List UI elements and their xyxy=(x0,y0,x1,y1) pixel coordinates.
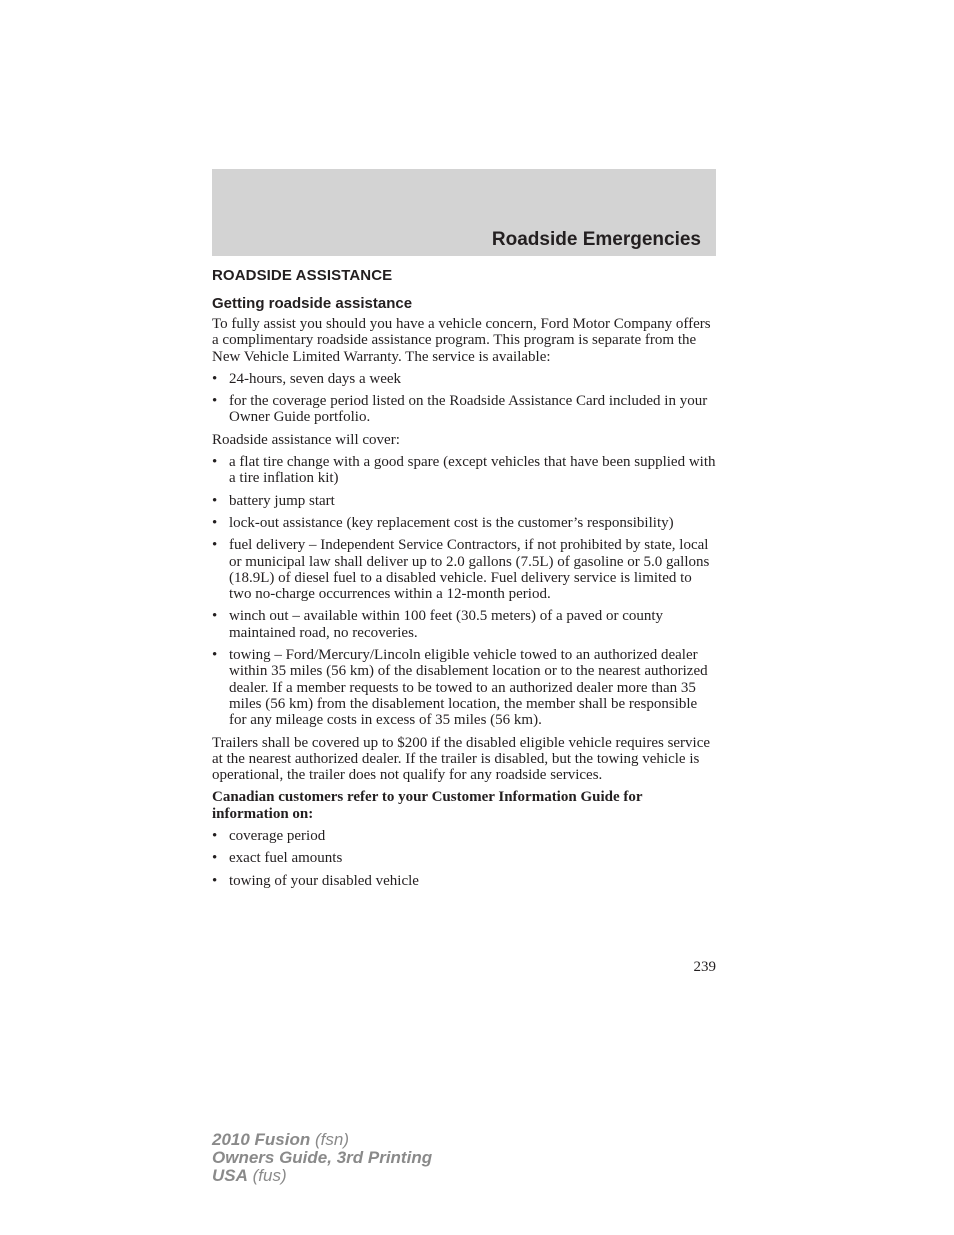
section-title: Roadside Emergencies xyxy=(491,229,701,250)
footer-edition: Owners Guide, 3rd Printing xyxy=(212,1148,433,1167)
list-item: • coverage period xyxy=(212,828,326,845)
list-item: • winch out – available within 100 feet (30.5 meters) of a paved or county maintained road, no recoveries. xyxy=(212,608,664,641)
coverage-list xyxy=(212,454,716,728)
bullet-icon: • xyxy=(212,872,218,889)
cover-intro: Roadside assistance will cover: xyxy=(212,431,400,448)
footer-market-code: (fus) xyxy=(252,1166,287,1185)
bullet-icon: • xyxy=(212,492,218,509)
footer-imprint xyxy=(212,1131,432,1185)
canadian-note: Canadian customers refer to your Customer Information Guide for information on: xyxy=(212,789,643,822)
section-header-band xyxy=(212,169,716,256)
list-item: • exact fuel amounts xyxy=(212,850,343,867)
main-heading: ROADSIDE ASSISTANCE xyxy=(212,267,393,284)
bullet-icon: • xyxy=(212,537,218,554)
bullet-icon: • xyxy=(212,647,218,664)
page-content xyxy=(212,267,716,895)
availability-list xyxy=(212,371,716,426)
list-item: • battery jump start xyxy=(212,492,335,509)
bullet-icon: • xyxy=(212,608,218,625)
bullet-icon: • xyxy=(212,370,218,387)
bullet-icon: • xyxy=(212,514,218,531)
footer-model-code: (fsn) xyxy=(315,1130,349,1149)
page-number: 239 xyxy=(693,959,716,975)
list-item: • a flat tire change with a good spare (except vehicles that have been supplied with a tire inflation kit) xyxy=(212,454,716,487)
bullet-icon: • xyxy=(212,393,218,410)
list-item: • lock-out assistance (key replacement cost is the customer’s responsibility) xyxy=(212,514,674,531)
list-item: • for the coverage period listed on the Roadside Assistance Card included in your Owner Guide portfolio. xyxy=(212,393,708,426)
footer-model: 2010 Fusion xyxy=(212,1130,311,1149)
bullet-icon: • xyxy=(212,454,218,471)
bullet-icon: • xyxy=(212,850,218,867)
bullet-icon: • xyxy=(212,828,218,845)
list-item: • towing of your disabled vehicle xyxy=(212,872,419,889)
trailers-paragraph: Trailers shall be covered up to $200 if the disabled eligible vehicle requires service at the nearest authorized dealer. If the trailer is disabled, but the towing vehicle is operational, the trailer does not qualify for any roadside services. xyxy=(212,734,711,784)
sub-heading: Getting roadside assistance xyxy=(212,295,413,312)
list-item: • fuel delivery – Independent Service Contractors, if not prohibited by state, local or municipal law shall deliver up to 2.0 gallons (7.5L) of gasoline or 5.0 gallons (18.9L) of diesel fuel to a disabled vehicle. Fuel delivery service is limited to two no-charge occurrences within a 12-month period. xyxy=(212,537,710,603)
footer-market: USA xyxy=(212,1166,248,1185)
list-item: • towing – Ford/Mercury/Lincoln eligible vehicle towed to an authorized dealer within 35 miles (56 km) of the disablement location or to the nearest authorized dealer. If a member requests to be towed to an authorized dealer more than 35 miles (56 km) from the disablement location, the member shall be responsible for any mileage costs in excess of 35 miles (56 km). xyxy=(212,647,708,729)
list-item: • 24-hours, seven days a week xyxy=(212,370,402,387)
canadian-list xyxy=(212,828,716,889)
intro-paragraph: To fully assist you should you have a vehicle concern, Ford Motor Company offers a complimentary roadside assistance program. This program is separate from the New Vehicle Limited Warranty. The service is available: xyxy=(212,316,711,365)
